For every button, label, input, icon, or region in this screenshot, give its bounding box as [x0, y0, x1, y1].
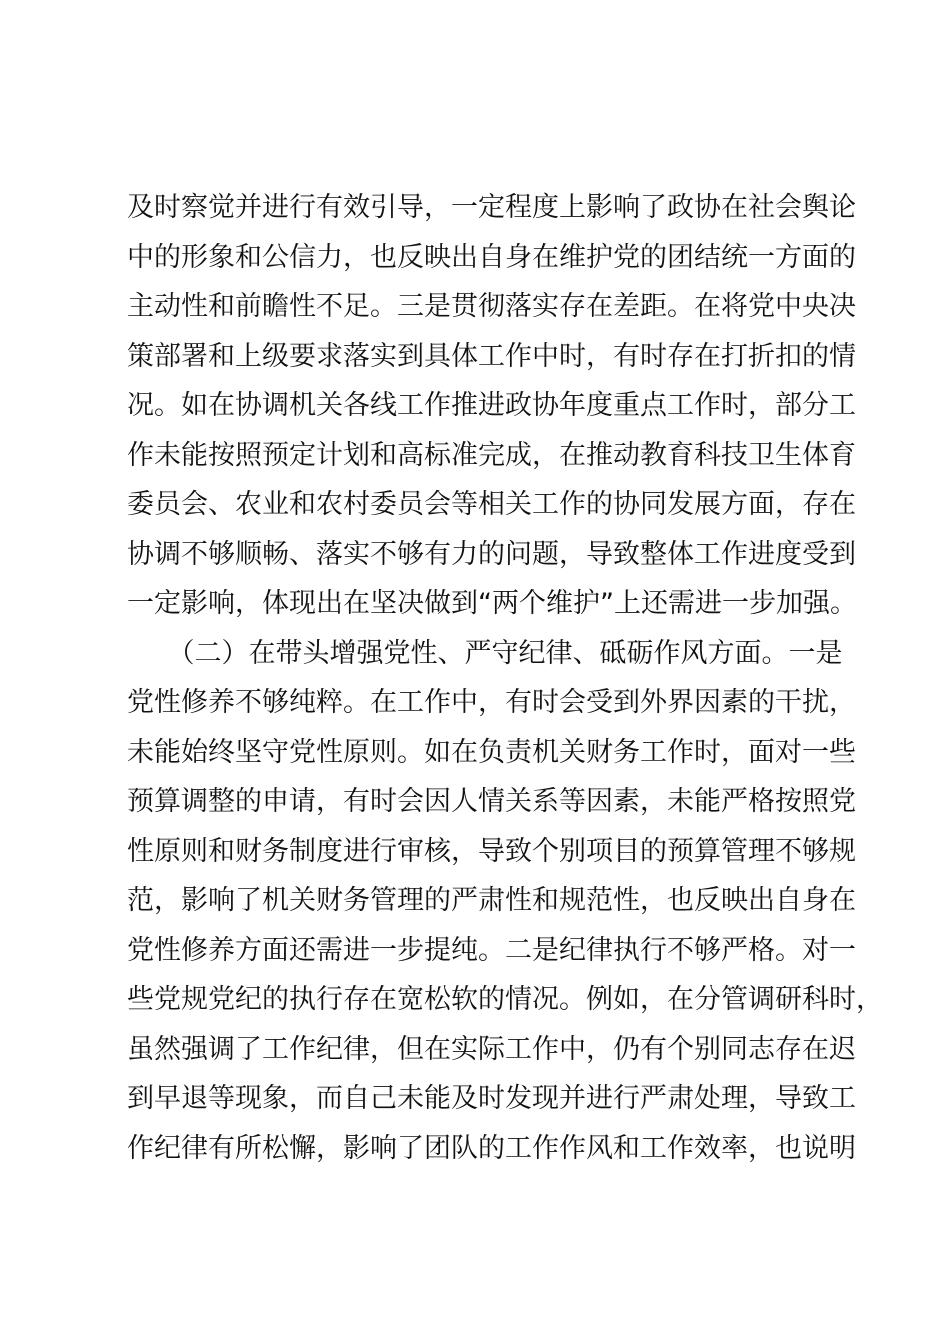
text-line: 主动性和前瞻性不足。三是贯彻落实存在差距。在将党中央决: [127, 291, 856, 322]
text-line: 及时察觉并进行有效引导，一定程度上影响了政协在社会舆论: [127, 192, 856, 223]
text-line: 到早退等现象，而自己未能及时发现并进行严肃处理，导致工: [127, 1083, 856, 1114]
text-line: 些党规党纪的执行存在宽松软的情况。例如，在分管调研科时，: [127, 984, 883, 1015]
document-body: [127, 183, 883, 1173]
text-line: 虽然强调了工作纪律，但在实际工作中，仍有个别同志存在迟: [127, 1033, 856, 1065]
text-line: 性原则和财务制度进行审核，导致个别项目的预算管理不够规: [127, 835, 856, 867]
text-line: 作纪律有所松懈，影响了团队的工作作风和工作效率，也说明: [127, 1132, 856, 1164]
text-line: 预算调整的申请，有时会因人情关系等因素，未能严格按照党: [127, 786, 856, 817]
text-line: 中的形象和公信力，也反映出自身在维护党的团结统一方面的: [127, 241, 856, 273]
text-line: 作未能按照预定计划和高标准完成，在推动教育科技卫生体育: [127, 439, 856, 471]
text-line: 一定影响，体现出在坚决做到“两个维护”上还需进一步加强。: [127, 588, 857, 619]
text-line: 党性修养不够纯粹。在工作中，有时会受到外界因素的干扰，: [127, 687, 856, 718]
text-line: 协调不够顺畅、落实不够有力的问题，导致整体工作进度受到: [127, 538, 856, 570]
text-line: 况。如在协调机关各线工作推进政协年度重点工作时，部分工: [127, 390, 856, 421]
text-line: 委员会、农业和农村委员会等相关工作的协同发展方面，存在: [127, 489, 856, 520]
text-line: 未能始终坚守党性原则。如在负责机关财务工作时，面对一些: [127, 736, 856, 768]
text-line: 策部署和上级要求落实到具体工作中时，有时存在打折扣的情: [127, 340, 856, 372]
text-line: 党性修养方面还需进一步提纯。二是纪律执行不够严格。对一: [127, 934, 856, 966]
section-heading-line: （二）在带头增强党性、严守纪律、砥砺作风方面。一是: [127, 637, 843, 669]
text-line: 范，影响了机关财务管理的严肃性和规范性，也反映出自身在: [127, 885, 856, 916]
